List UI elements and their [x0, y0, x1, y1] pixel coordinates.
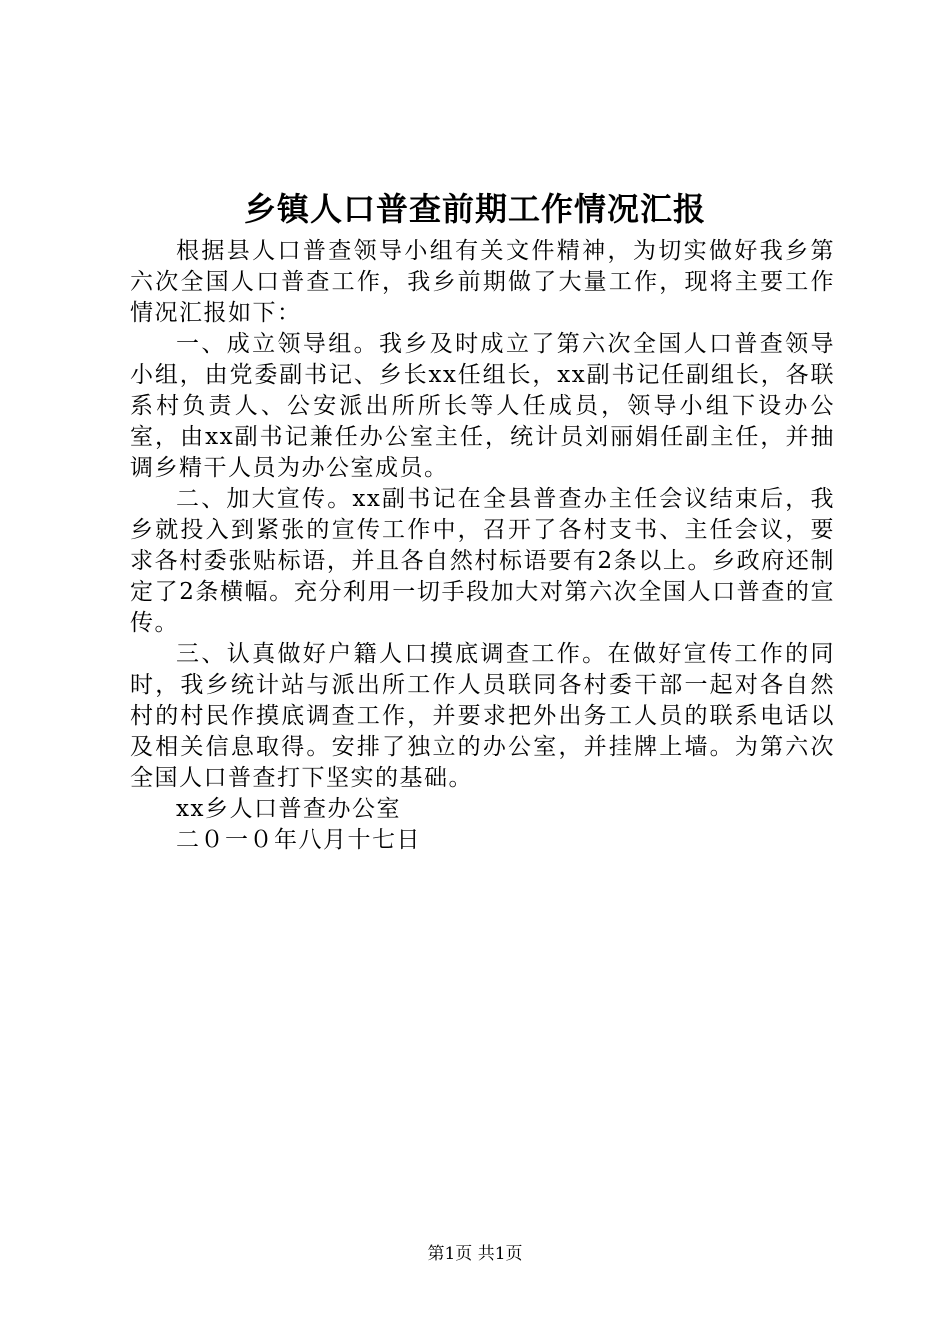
paragraph-section-2: 二、加大宣传。xx副书记在全县普查办主任会议结束后，我乡就投入到紧张的宣传工作中，召开了各村支书、主任会议，要求各村委张贴标语，并且各自然村标语要有2条以上。乡政府还制定了2条横幅。充分利用一切手段加大对第六次全国人口普查的宣传。	[130, 486, 835, 636]
paragraph-section-1: 一、成立领导组。我乡及时成立了第六次全国人口普查领导小组，由党委副书记、乡长xx任组长，xx副书记任副组长，各联系村负责人、公安派出所所长等人任成员，领导小组下设办公室，由xx副书记兼任办公室主任，统计员刘丽娟任副主任，并抽调乡精干人员为办公室成员。	[130, 331, 835, 481]
document-body	[130, 236, 835, 856]
document-title: 乡镇人口普查前期工作情况汇报	[243, 190, 706, 228]
paragraph-intro: 根据县人口普查领导小组有关文件精神，为切实做好我乡第六次全国人口普查工作，我乡前期做了大量工作，现将主要工作情况汇报如下：	[130, 238, 835, 326]
signature-organization: xx乡人口普查办公室	[176, 796, 401, 822]
signature-date: 二０一０年八月十七日	[176, 827, 421, 853]
paragraph-section-3: 三、认真做好户籍人口摸底调查工作。在做好宣传工作的同时，我乡统计站与派出所工作人员联同各村委干部一起对各自然村的村民作摸底调查工作，并要求把外出务工人员的联系电话以及相关信息取得。安排了独立的办公室，并挂牌上墙。为第六次全国人口普查打下坚实的基础。	[130, 641, 835, 791]
page-footer: 第1页 共1页	[427, 1244, 523, 1264]
